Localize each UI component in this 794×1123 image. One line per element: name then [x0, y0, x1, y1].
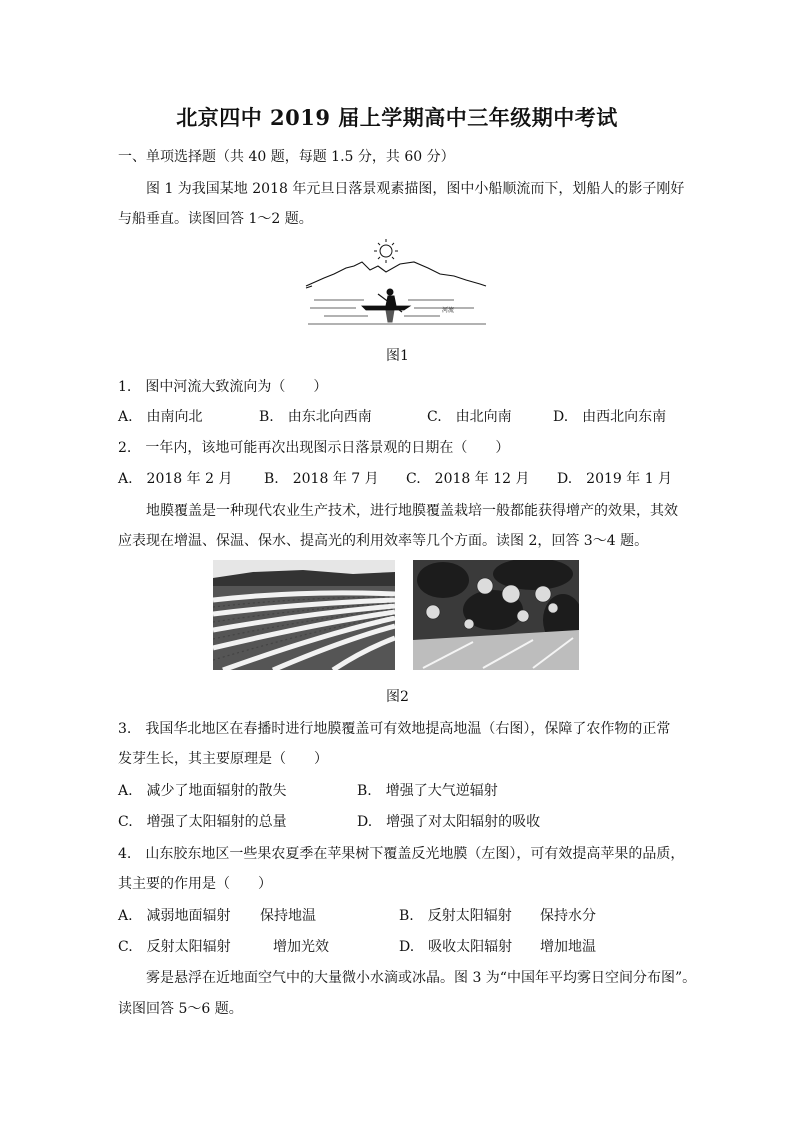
question-4-option-d-second: 增加地温 — [540, 939, 596, 955]
question-1-stem: 1. 图中河流大致流向为（ ） — [118, 379, 328, 395]
question-2-option-c: C. 2018 年 12 月 — [406, 471, 530, 487]
river-label: 河流 — [442, 307, 455, 314]
question-3-stem-line-1: 3. 我国华北地区在春播时进行地膜覆盖可有效地提高地温（右图），保障了农作物的正常 — [118, 721, 671, 737]
question-4-option-d: D. 吸收太阳辐射 — [399, 939, 513, 955]
question-3-option-b: B. 增强了大气逆辐射 — [357, 783, 498, 799]
intro-1-line-1: 图 1 为我国某地 2018 年元旦日落景观素描图，图中小船顺流而下，划船人的影子刚好 — [146, 181, 685, 197]
question-1-option-d: D. 由西北向东南 — [553, 409, 667, 425]
mountain-ridge — [306, 262, 486, 286]
question-4-option-b: B. 反射太阳辐射 — [399, 908, 512, 924]
question-4-stem-line-1: 4. 山东胶东地区一些果农夏季在苹果树下覆盖反光地膜（左图），可有效提高苹果的品质， — [118, 846, 685, 862]
section-heading: 一、单项选择题（共 40 题，每题 1.5 分，共 60 分） — [118, 149, 455, 165]
intro-2-line-1: 地膜覆盖是一种现代农业生产技术，进行地膜覆盖栽培一般都能获得增产的效果，其效 — [146, 503, 678, 519]
question-1-option-b: B. 由东北向西南 — [259, 409, 372, 425]
sun-icon — [374, 239, 398, 263]
question-2-stem: 2. 一年内，该地可能再次出现图示日落景观的日期在（ ） — [118, 440, 510, 456]
question-2-option-b: B. 2018 年 7 月 — [264, 471, 379, 487]
question-4-option-c: C. 反射太阳辐射 — [118, 939, 231, 955]
figure-2-caption: 图2 — [386, 689, 409, 705]
question-4-option-b-second: 保持水分 — [540, 908, 596, 924]
question-3-stem-line-2: 发芽生长，其主要原理是（ ） — [118, 751, 328, 767]
figure-2-left-photo-mulched-field — [213, 560, 395, 670]
intro-3-line-2: 读图回答 5～6 题。 — [118, 1001, 243, 1017]
question-4-option-a-second: 保持地温 — [260, 908, 316, 924]
question-4-option-a: A. 减弱地面辐射 — [118, 908, 231, 924]
intro-3-line-1: 雾是悬浮在近地面空气中的大量微小水滴或冰晶。图 3 为“中国年平均雾日空间分布图”。 — [146, 970, 697, 986]
figure-1-caption: 图1 — [386, 348, 409, 364]
figure-2-right-photo-apple-orchard — [413, 560, 579, 670]
question-2-option-d: D. 2019 年 1 月 — [557, 471, 673, 487]
figure-1-sunset-sketch — [304, 236, 488, 332]
question-3-option-c: C. 增强了太阳辐射的总量 — [118, 814, 287, 830]
question-4-option-c-second: 增加光效 — [273, 939, 329, 955]
question-3-option-d: D. 增强了对太阳辐射的吸收 — [357, 814, 541, 830]
intro-1-line-2: 与船垂直。读图回答 1～2 题。 — [118, 211, 313, 227]
question-2-option-a: A. 2018 年 2 月 — [118, 471, 233, 487]
boat-with-rower — [362, 289, 410, 322]
intro-2-line-2: 应表现在增温、保温、保水、提高光的利用效率等几个方面。读图 2，回答 3～4 题。 — [118, 533, 649, 549]
question-1-option-c: C. 由北向南 — [427, 409, 512, 425]
question-4-stem-line-2: 其主要的作用是（ ） — [118, 876, 272, 892]
question-1-option-a: A. 由南向北 — [118, 409, 203, 425]
page-title: 北京四中 2019 届上学期高中三年级期中考试 — [176, 105, 618, 130]
question-3-option-a: A. 减少了地面辐射的散失 — [118, 783, 287, 799]
